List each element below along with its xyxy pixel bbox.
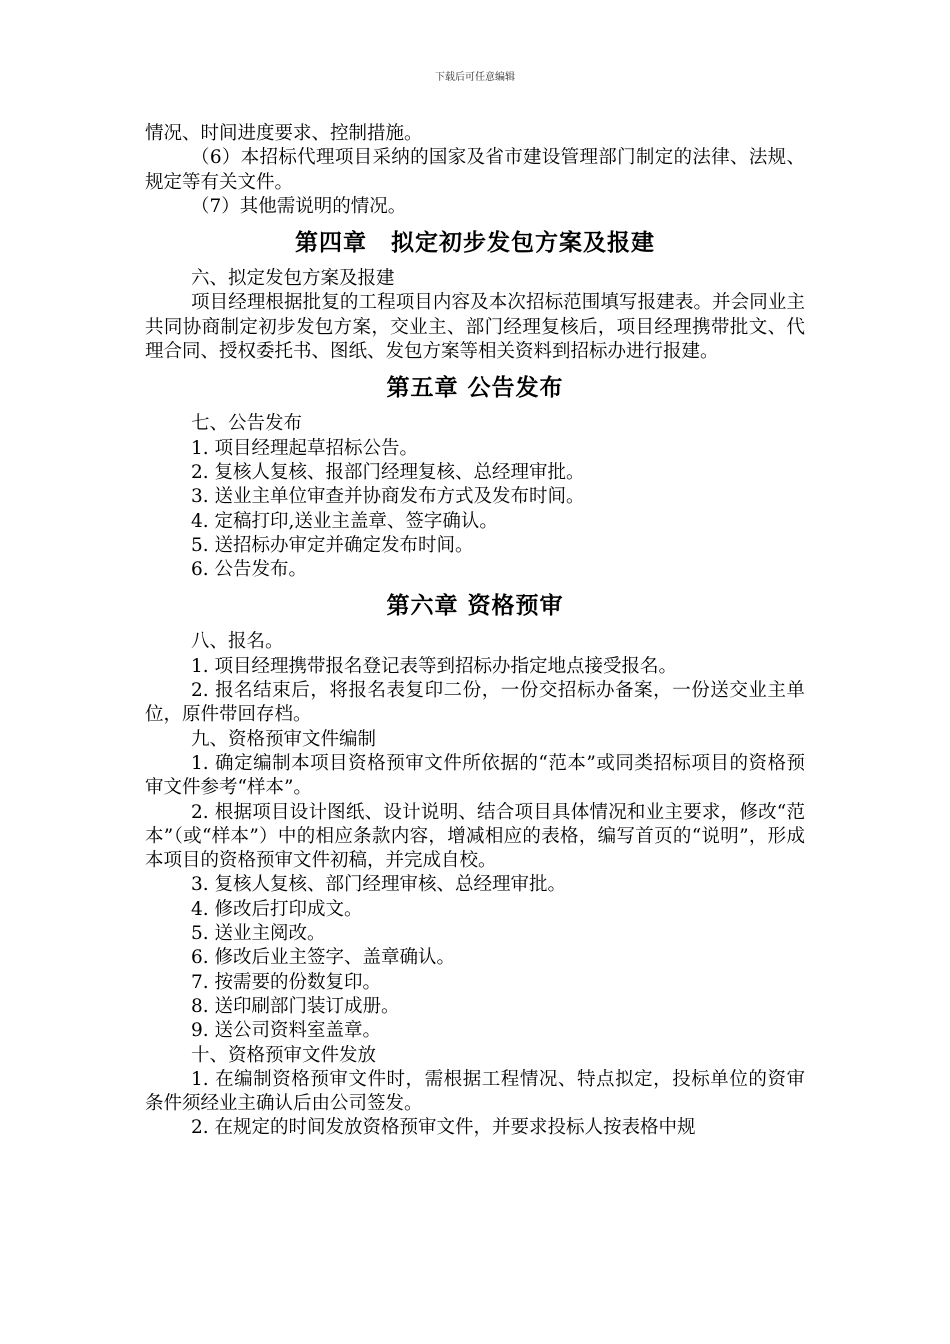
list-item: 7. 按需要的份数复印。	[191, 971, 382, 993]
list-item: 2. 复核人复核、报部门经理复核、总经理审批。	[191, 461, 585, 483]
chapter-heading: 第五章 公告发布	[386, 375, 564, 402]
list-item: 2. 报名结束后，将报名表复印二份，一份交招标办备案，一份送交业主单位，原件带回存档。	[145, 680, 805, 726]
section-heading: 八、报名。	[191, 631, 284, 653]
section-heading: 十、资格预审文件发放	[191, 1044, 377, 1066]
paragraph: 情况、时间进度要求、控制措施。	[145, 123, 423, 144]
list-item: 6. 修改后业主签字、盖章确认。	[191, 947, 456, 969]
list-item: 5. 送招标办审定并确定发布时间。	[191, 534, 474, 556]
chapter-heading: 第四章 拟定初步发包方案及报建	[295, 230, 655, 257]
list-item: 4. 定稿打印,送业主盖章、签字确认。	[191, 510, 498, 532]
list-item: 3. 送业主单位审查并协商发布方式及发布时间。	[191, 486, 585, 508]
paragraph: （6）本招标代理项目采纳的国家及省市建设管理部门制定的法律、法规、规定等有关文件。	[145, 147, 805, 193]
document-body	[145, 122, 805, 1141]
list-item: 1. 在编制资格预审文件时，需根据工程情况、特点拟定，投标单位的资审条件须经业主确认后由公司签发。	[145, 1068, 805, 1115]
list-item: 1. 项目经理起草招标公告。	[191, 437, 419, 459]
section-heading: 七、公告发布	[191, 413, 303, 435]
list-item: 8. 送印刷部门装订成册。	[191, 995, 400, 1017]
list-item: 6. 公告发布。	[191, 559, 308, 581]
section-heading: 六、拟定发包方案及报建	[191, 268, 395, 290]
list-item: 3. 复核人复核、部门经理审核、总经理审批。	[191, 874, 567, 896]
paragraph: 项目经理根据批复的工程项目内容及本次招标范围填写报建表。并会同业主共同协商制定初步发包方案，交业主、部门经理复核后，项目经理携带批文、代理合同、授权委托书、图纸、发包方案等相关资料到招标办进行报建。	[145, 292, 805, 363]
list-item: 2. 根据项目设计图纸、设计说明、结合项目具体情况和业主要求，修改“范本”（或“样本”）中的相应条款内容，增减相应的表格，编写首页的“说明”，形成本项目的资格预审文件初稿，并完成自校。	[145, 801, 805, 872]
paragraph: （7）其他需说明的情况。	[191, 195, 407, 217]
list-item: 5. 送业主阅改。	[191, 923, 326, 945]
chapter-heading: 第六章 资格预审	[386, 593, 564, 620]
list-item: 1. 项目经理携带报名登记表等到招标办指定地点接受报名。	[191, 655, 678, 677]
list-item: 2. 在规定的时间发放资格预审文件，并要求投标人按表格中规	[191, 1117, 696, 1139]
page-header: 下载后可任意编辑	[435, 72, 515, 83]
section-heading: 九、资格预审文件编制	[191, 728, 377, 750]
list-item: 9. 送公司资料室盖章。	[191, 1020, 382, 1042]
list-item: 1. 确定编制本项目资格预审文件所依据的“范本”或同类招标项目的资格预审文件参考“样本”。	[145, 752, 805, 799]
list-item: 4. 修改后打印成文。	[191, 898, 363, 920]
